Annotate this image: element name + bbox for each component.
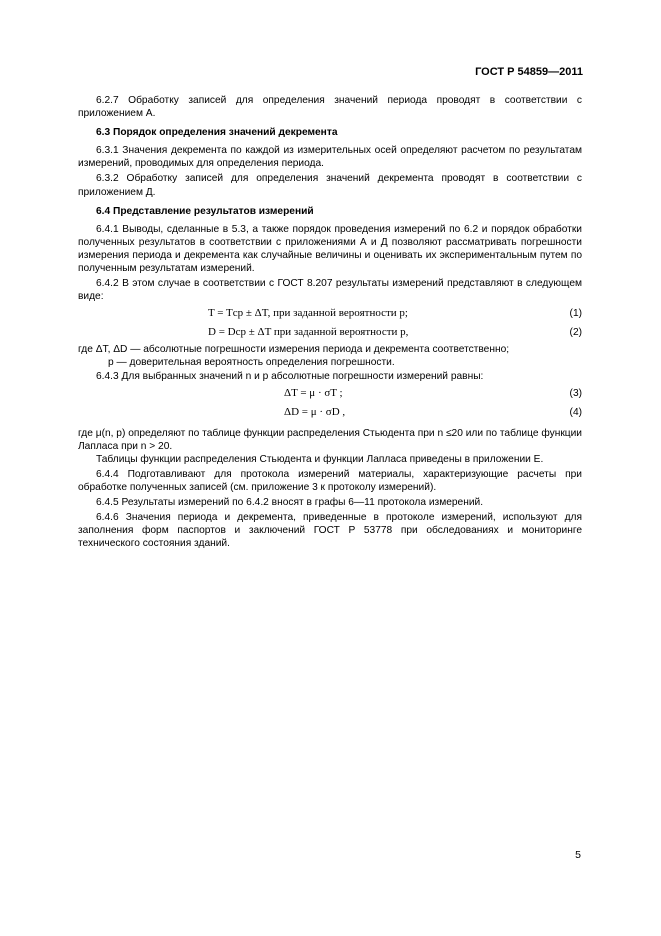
- formula-3-text: ΔT = μ · σT ;: [284, 386, 343, 399]
- paragraph-6-4-4: 6.4.4 Подготавливают для протокола измерений материалы, характеризующие расчеты при обработке полученных записей (см. приложение 3 к протоколу измерений).: [78, 468, 582, 493]
- formula-3: [78, 385, 582, 404]
- paragraph-6-2-7: 6.2.7 Обработку записей для определения значений периода проводят в соответствии с приложением А.: [78, 95, 582, 120]
- heading-6-3: 6.3 Порядок определения значений декремента: [96, 127, 338, 139]
- formula-4-number: (4): [569, 406, 582, 418]
- formula-4: [78, 404, 582, 423]
- standard-header: ГОСТ Р 54859—2011: [475, 66, 583, 78]
- page-content: [78, 94, 582, 552]
- formula-4-text: ΔD = μ · σD ,: [284, 405, 346, 418]
- paragraph-6-4-3: 6.4.3 Для выбранных значений n и p абсолютные погрешности измерений равны:: [96, 370, 484, 382]
- formula-1: [78, 305, 582, 324]
- formula-2: [78, 324, 582, 343]
- paragraph-tables: Таблицы функции распределения Стьюдента и функции Лапласа приведены в приложении Е.: [96, 453, 544, 465]
- formula-1-text: T = Tср ± ΔT, при заданной вероятности p;: [208, 307, 408, 320]
- formula-2-text: D = Dср ± ΔT при заданной вероятности p,: [208, 326, 409, 339]
- paragraph-6-4-2: 6.4.2 В этом случае в соответствии с ГОСТ 8.207 результаты измерений представляют в следующем виде:: [78, 278, 582, 303]
- formula-3-number: (3): [569, 387, 582, 399]
- page-number: 5: [575, 849, 581, 861]
- formula-1-number: (1): [569, 308, 582, 320]
- formula-2-number: (2): [569, 327, 582, 339]
- paragraph-6-3-2: 6.3.2 Обработку записей для определения значений декремента проводят в соответствии с приложением Д.: [78, 173, 582, 198]
- where-clause-2: p — доверительная вероятность определения погрешности.: [108, 357, 395, 369]
- paragraph-6-4-5: 6.4.5 Результаты измерений по 6.4.2 вносят в графы 6—11 протокола измерений.: [96, 497, 484, 509]
- paragraph-6-3-1: 6.3.1 Значения декремента по каждой из измерительных осей определяют расчетом по результатам измерений, проводимых для определения периода.: [78, 145, 582, 170]
- where-clause-3: где μ(n, p) определяют по таблице функции распределения Стьюдента при n ≤20 или по таблице функции Лапласа при n > 20.: [78, 427, 582, 452]
- where-clause-1: где ΔT, ΔD — абсолютные погрешности измерения периода и декремента соответственно;: [78, 344, 510, 356]
- heading-6-4: 6.4 Представление результатов измерений: [96, 205, 314, 217]
- paragraph-6-4-6: 6.4.6 Значения периода и декремента, приведенные в протоколе измерений, используют для заполнения форм паспортов и заключений ГОСТ Р 53778 при обследованиях и мониторинге технического состояния зданий.: [78, 512, 582, 550]
- paragraph-6-4-1: 6.4.1 Выводы, сделанные в 5.3, а также порядок проведения измерений по 6.2 и порядок обработки полученных результатов в соответствии с приложениями А и Д позволяют рассматривать погрешности измерения периода и декремента как случайные величины и оценивать их экспериментальным путем по полученным результатам измерений.: [78, 223, 582, 275]
